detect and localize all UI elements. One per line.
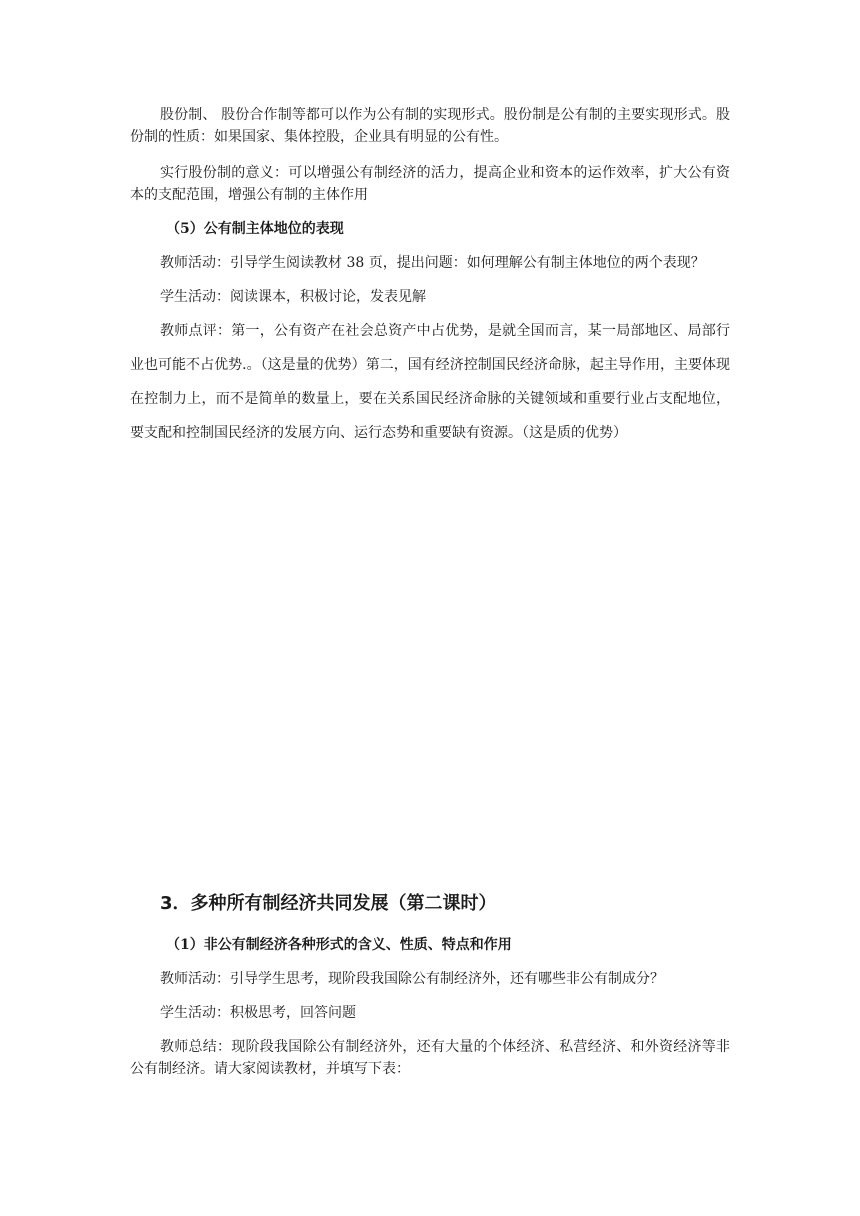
subheading-public-ownership-dominance: （5）公有制主体地位的表现 <box>166 221 344 237</box>
subheading-non-public-economy: （1）非公有制经济各种形式的含义、性质、特点和作用 <box>166 937 512 953</box>
paragraph-student-activity-2: 学生活动：积极思考，回答问题 <box>160 1005 356 1021</box>
paragraph-teacher-activity: 教师活动：引导学生阅读教材 38 页，提出问题：如何理解公有制主体地位的两个表现？ <box>160 255 705 271</box>
paragraph-teacher-activity-2: 教师活动：引导学生思考，现阶段我国除公有制经济外，还有哪些非公有制成分？ <box>160 971 664 987</box>
paragraph-teacher-summary: 教师总结：现阶段我国除公有制经济外，还有大量的个体经济、私营经济、和外资经济等非公有制经济。请大家阅读教材，并填写下表： <box>130 1039 730 1077</box>
section-multiple-ownership <box>130 890 730 1080</box>
section-shareholding <box>130 104 730 450</box>
paragraph-student-activity: 学生活动：阅读课本，积极讨论，发表见解 <box>160 289 426 305</box>
comment-note-quality: （这是质的优势） <box>522 425 627 441</box>
comment-text-part1: 教师点评：第一，公有资产在社会总资产中占优势，是就全国而言，某一局部地区、局部行业也可能不占优势.。 <box>130 323 730 373</box>
paragraph-shareholding: 股份制、 股份合作制等都可以作为公有制的实现形式。股份制是公有制的主要实现形式。股份制的性质：如果国家、集体控股，企业具有明显的公有性。 <box>130 107 730 145</box>
comment-note-quantity: （这是量的优势） <box>260 357 366 373</box>
paragraph-teacher-comment <box>130 314 730 450</box>
comment-text-part2: 第二，国有经济控制国民经济命脉，起主导作用，主要体现在控制力上，而不是简单的数量上，要在关系国民经济命脉的关键领域和重要行业占支配地位，要支配和控制国民经济的发展方向、运行态势和重要缺有资源。 <box>130 357 731 441</box>
paragraph-significance: 实行股份制的意义：可以增强公有制经济的活力，提高企业和资本的运作效率，扩大公有资本的支配范围，增强公有制的主体作用 <box>130 165 730 203</box>
section-heading: 3．多种所有制经济共同发展（第二课时） <box>160 893 497 914</box>
